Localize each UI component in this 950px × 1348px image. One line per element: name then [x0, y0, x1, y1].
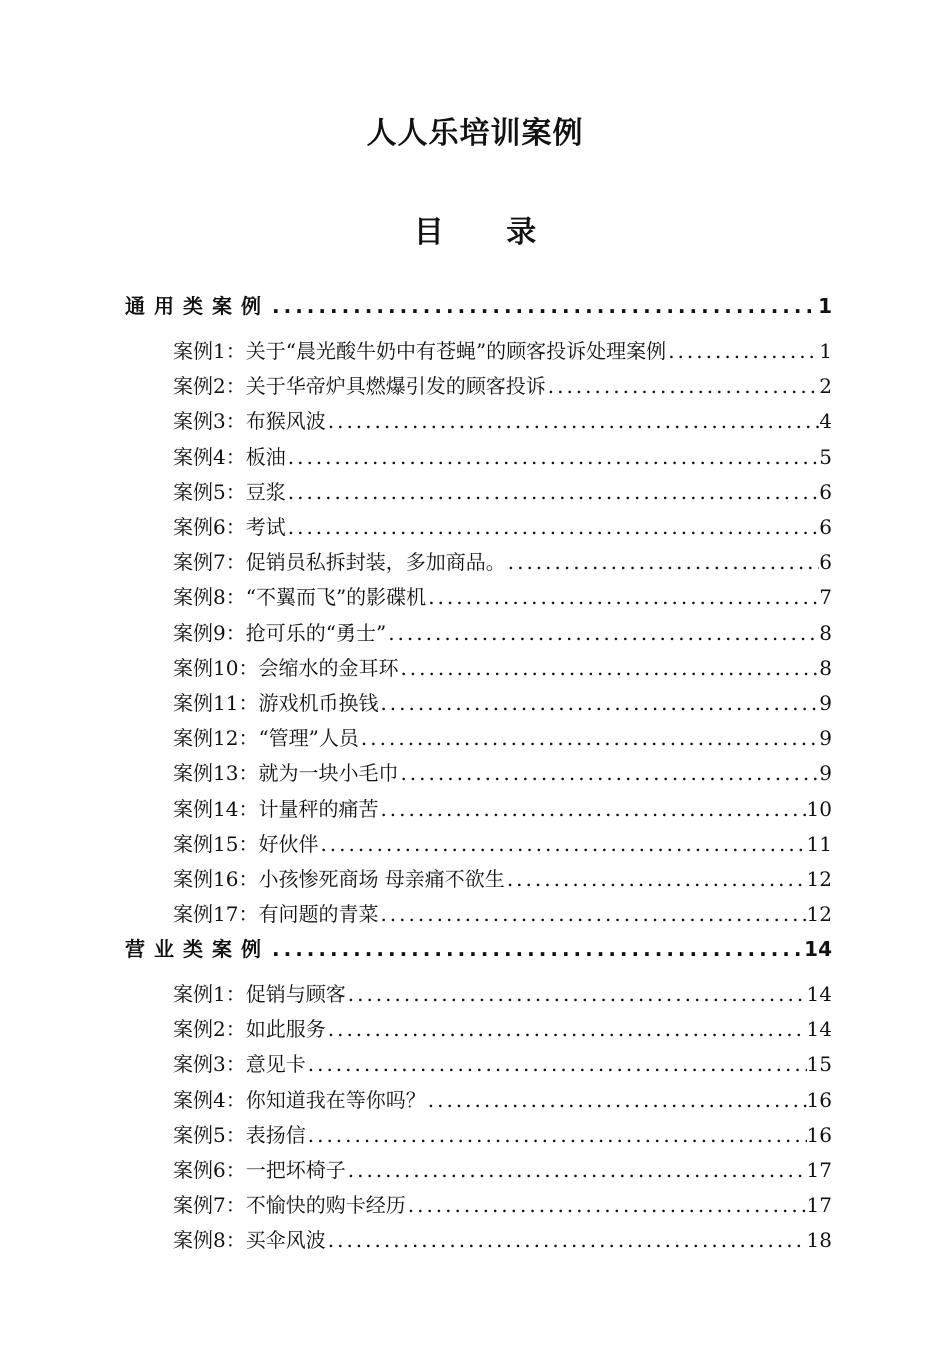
toc-entry-label: 案例1：促销与顾客 [173, 982, 346, 1006]
toc-entry-label: 案例4：板油 [173, 445, 286, 469]
toc-entry-label: 案例8：买伞风波 [173, 1228, 326, 1252]
toc-entry-row[interactable] [173, 900, 832, 928]
toc-entry-label: 案例8：“不翼而飞”的影碟机 [173, 585, 427, 609]
dot-leader [378, 795, 806, 823]
dot-leader [346, 980, 807, 1008]
toc-entry-label: 案例10：会缩水的金耳环 [173, 656, 399, 680]
toc-page-number: 5 [819, 445, 832, 469]
document-title: 人人乐培训案例 [366, 116, 584, 151]
toc-page-number: 16 [806, 1123, 832, 1147]
toc-section-label: 通用类案例 [125, 294, 270, 318]
toc-page-number: 2 [819, 374, 832, 398]
toc-entry-label: 案例6：考试 [173, 515, 286, 539]
toc-entry-label: 案例2：关于华帝炉具燃爆引发的顾客投诉 [173, 374, 546, 398]
toc-section-label: 营业类案例 [125, 937, 270, 961]
toc-entry-label: 案例15：好伙伴 [173, 832, 319, 856]
dot-leader [386, 619, 819, 647]
toc-page-number: 14 [806, 1017, 832, 1041]
toc-entry-row[interactable] [173, 478, 832, 506]
toc-entry-label: 案例3：意见卡 [173, 1052, 306, 1076]
toc-entry-row[interactable] [173, 548, 832, 576]
toc-entry-label: 案例7：促销员私拆封装，多加商品。 [173, 550, 506, 574]
toc-entry-row[interactable] [173, 795, 832, 823]
toc-page-number: 8 [819, 656, 832, 680]
toc-entry-row[interactable] [173, 372, 832, 400]
toc-page-number: 14 [806, 982, 832, 1006]
dot-leader [286, 478, 820, 506]
toc-entry-label: 案例3：布猴风波 [173, 409, 326, 433]
dot-leader [318, 830, 806, 858]
toc-page-number: 15 [806, 1052, 832, 1076]
toc-section-row[interactable] [125, 292, 832, 320]
dot-leader [378, 900, 806, 928]
toc-page-number: 18 [806, 1228, 832, 1252]
toc-entry-row[interactable] [173, 583, 832, 611]
toc-entry-row[interactable] [173, 865, 832, 893]
dot-leader [426, 583, 819, 611]
toc-page-number: 12 [806, 902, 832, 926]
toc-entry-row[interactable] [173, 654, 832, 682]
dot-leader [666, 337, 819, 365]
dot-leader [406, 1191, 807, 1219]
toc-entry-label: 案例5：豆浆 [173, 480, 286, 504]
toc-entry-row[interactable] [173, 1156, 832, 1184]
dot-leader [270, 935, 804, 963]
dot-leader [306, 1050, 807, 1078]
toc-entry-row[interactable] [173, 980, 832, 1008]
toc-page-number: 11 [806, 832, 832, 856]
dot-leader [426, 1086, 807, 1114]
toc-page-number: 9 [819, 691, 832, 715]
toc-entry-row[interactable] [173, 513, 832, 541]
toc-page-number: 4 [819, 409, 832, 433]
toc-entry-row[interactable] [173, 759, 832, 787]
toc-entry-label: 案例6：一把坏椅子 [173, 1158, 346, 1182]
toc-page-number: 1 [819, 339, 832, 363]
dot-leader [398, 759, 819, 787]
toc-page-number: 9 [819, 761, 832, 785]
dot-leader [326, 1015, 807, 1043]
dot-leader [286, 443, 820, 471]
toc-entry-row[interactable] [173, 407, 832, 435]
dot-leader [306, 1121, 807, 1149]
toc-page-number: 10 [806, 797, 832, 821]
toc-entry-row[interactable] [173, 1191, 832, 1219]
toc-entry-row[interactable] [173, 1121, 832, 1149]
toc-page-number: 6 [819, 550, 832, 574]
toc-page-number: 12 [806, 867, 832, 891]
toc-page-number: 8 [819, 621, 832, 645]
toc-entry-label: 案例2：如此服务 [173, 1017, 326, 1041]
toc-page-number: 6 [819, 515, 832, 539]
toc-entry-row[interactable] [173, 1015, 832, 1043]
toc-entry-label: 案例4：你知道我在等你吗？ [173, 1088, 426, 1112]
toc-page-number: 14 [804, 937, 832, 961]
toc-entry-label: 案例1：关于“晨光酸牛奶中有苍蝇”的顾客投诉处理案例 [173, 339, 667, 363]
toc-section-row[interactable] [125, 935, 832, 963]
toc-entry-row[interactable] [173, 337, 832, 365]
dot-leader [326, 407, 820, 435]
toc-heading: 目 录 [413, 215, 563, 250]
dot-leader [506, 548, 820, 576]
toc-entry-label: 案例17：有问题的青菜 [173, 902, 379, 926]
toc-entry-label: 案例11：游戏机币换钱 [173, 691, 379, 715]
toc-entry-label: 案例9：抢可乐的“勇士” [173, 621, 387, 645]
toc-page-number: 17 [806, 1193, 832, 1217]
toc-entry-row[interactable] [173, 689, 832, 717]
toc-entry-row[interactable] [173, 830, 832, 858]
dot-leader [346, 1156, 807, 1184]
toc-page-number: 16 [806, 1088, 832, 1112]
toc-entry-row[interactable] [173, 1086, 832, 1114]
toc-entry-label: 案例14：计量秤的痛苦 [173, 797, 379, 821]
toc-entry-label: 案例7：不愉快的购卡经历 [173, 1193, 406, 1217]
dot-leader [378, 689, 819, 717]
toc-entry-row[interactable] [173, 1050, 832, 1078]
dot-leader [270, 292, 818, 320]
dot-leader [398, 654, 819, 682]
dot-leader [359, 724, 819, 752]
toc-entry-row[interactable] [173, 724, 832, 752]
toc-entry-label: 案例13：就为一块小毛巾 [173, 761, 399, 785]
dot-leader [546, 372, 820, 400]
dot-leader [326, 1226, 807, 1254]
toc-page-number: 9 [819, 726, 832, 750]
toc-entry-label: 案例16：小孩惨死商场 母亲痛不欲生 [173, 867, 505, 891]
dot-leader [286, 513, 820, 541]
toc-entry-label: 案例5：表扬信 [173, 1123, 306, 1147]
toc-page-number: 17 [806, 1158, 832, 1182]
toc-entry-row[interactable] [173, 1226, 832, 1254]
dot-leader [505, 865, 807, 893]
toc-entry-label: 案例12：“管理”人员 [173, 726, 359, 750]
toc-page-number: 6 [819, 480, 832, 504]
toc-page-number: 1 [818, 294, 832, 318]
toc-entry-row[interactable] [173, 443, 832, 471]
toc-entry-row[interactable] [173, 619, 832, 647]
toc-page-number: 7 [819, 585, 832, 609]
